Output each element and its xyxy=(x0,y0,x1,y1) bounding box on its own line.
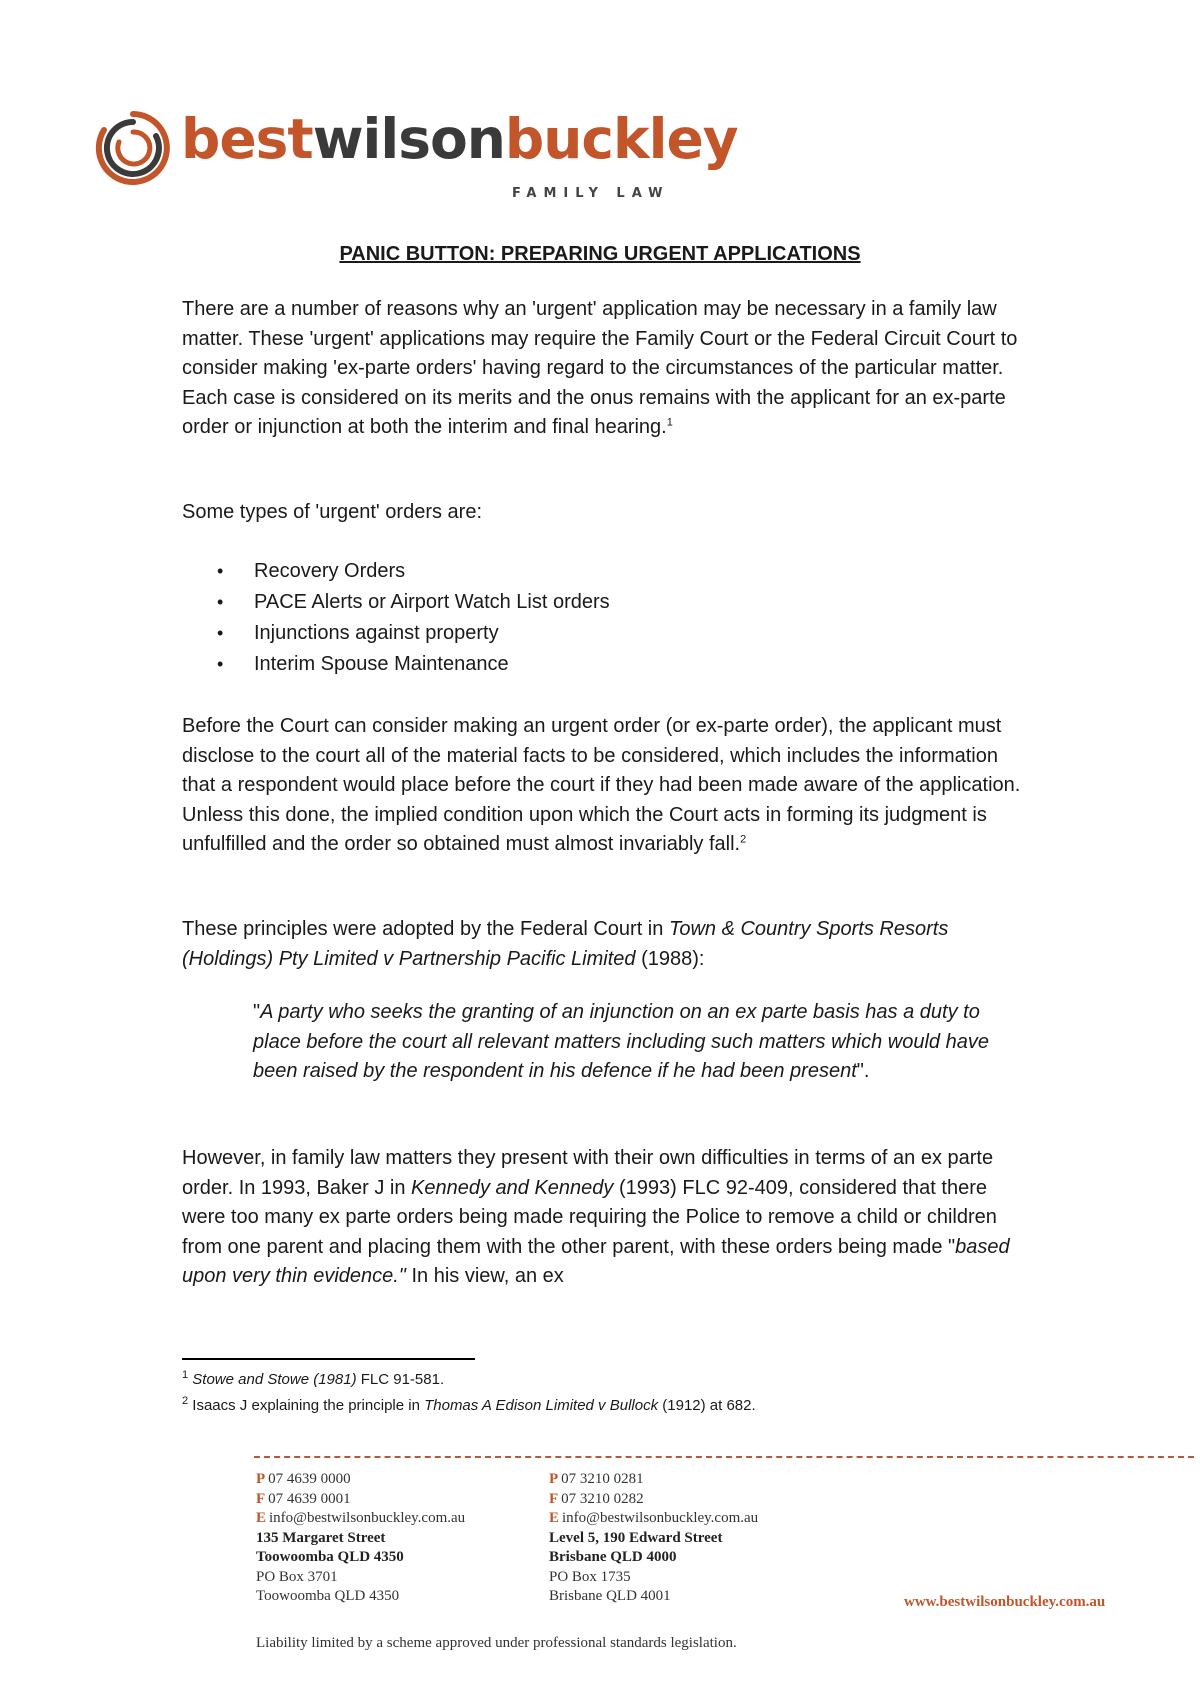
phone: 07 4639 0000 xyxy=(268,1471,351,1487)
footnote-divider xyxy=(182,1358,475,1360)
footnote-2: $^2$ Isaacs J explaining the principle in Thomas A Edison Limited v Bullock (1912) at 682. xyxy=(182,1395,756,1414)
document-title: PANIC BUTTON: PREPARING URGENT APPLICATIONS xyxy=(339,243,861,265)
intro-paragraph: There are a number of reasons why an 'urgent' application may be necessary in a family law matter. These 'urgent' applications may require the Family Court or the Federal Circuit Court to consider making 'ex-parte orders' having regard to the circumstances of the particular matter. Each case is considered on its merits and the onus remains with the applicant for an ex-parte order or injunction at both the interim and final hearing.$^1$ xyxy=(182,298,1018,438)
phone: 07 3210 0281 xyxy=(561,1471,644,1487)
footnote-1: $^1$ Stowe and Stowe (1981) FLC 91-581. xyxy=(182,1369,445,1388)
website-link[interactable]: www.bestwilsonbuckley.com.au xyxy=(904,1594,1106,1610)
company-logo xyxy=(90,107,738,203)
brisbane-office: P 07 3210 0281 F 07 3210 0282 E info@bestwilsonbuckley.com.au Level 5, 190 Edward Street Brisbane QLD 4000 PO Box 1735 Brisbane QLD 4001 xyxy=(549,1471,759,1604)
case-name: Town & Country Sports Resorts (Holdings) Pty Limited v Partnership Pacific Limited xyxy=(182,918,949,970)
list-item: • Interim Spouse Maintenance xyxy=(182,649,610,680)
urgent-orders-list xyxy=(182,556,610,680)
kennedy-paragraph: However, in family law matters they present with their own difficulties in terms of an ex parte order. In 1993, Baker J in Kennedy and Kennedy (1993) FLC 92-409, considered that there were too many ex parte orders being made requiring the Police to remove a child or children from one parent and placing them with the other parent, with these orders being made "based upon very thin evidence." In his view, an ex xyxy=(182,1147,1010,1287)
email-link[interactable]: info@bestwilsonbuckley.com.au xyxy=(562,1510,759,1526)
list-item: • Injunctions against property xyxy=(182,618,610,649)
email-link[interactable]: info@bestwilsonbuckley.com.au xyxy=(269,1510,466,1526)
footer-divider xyxy=(254,1456,1194,1458)
brand-wordmark: bestwilsonbuckley xyxy=(181,107,738,171)
block-quote: "A party who seeks the granting of an injunction on an ex parte basis has a duty to place before the court all relevant matters including such matters which would have been raised by the respondent in his defence if he had been present". xyxy=(253,1001,989,1082)
disclosure-paragraph: Before the Court can consider making an urgent order (or ex-parte order), the applicant must disclose to the court all of the material facts to be considered, which includes the information that a respondent would place before the court if they had been made aware of the application. Unless this done, the implied condition upon which the Court acts in forming its judgment is unfulfilled and the order so obtained must almost invariably fall.$^2$ xyxy=(182,715,1021,855)
footnote-ref-2: 2 xyxy=(740,833,747,846)
footnote-ref-1: 1 xyxy=(666,416,673,429)
list-item: • PACE Alerts or Airport Watch List orders xyxy=(182,587,610,618)
fax: 07 3210 0282 xyxy=(561,1490,644,1507)
orders-intro: Some types of 'urgent' orders are: xyxy=(182,501,483,523)
principles-paragraph: These principles were adopted by the Federal Court in Town & Country Sports Resorts (Holdings) Pty Limited v Partnership Pacific Limited (1988): xyxy=(182,918,949,970)
fax: 07 4639 0001 xyxy=(268,1490,351,1507)
case-name: Kennedy and Kennedy xyxy=(411,1176,614,1199)
list-item: • Recovery Orders xyxy=(182,556,610,587)
swirl-logo-icon xyxy=(90,108,176,188)
toowoomba-office: P 07 4639 0000 F 07 4639 0001 E info@bestwilsonbuckley.com.au 135 Margaret Street Toowoomba QLD 4350 PO Box 3701 Toowoomba QLD 4350 xyxy=(256,1471,466,1604)
liability-notice: Liability limited by a scheme approved under professional standards legislation. xyxy=(256,1635,737,1651)
brand-tagline: FAMILY LAW xyxy=(512,186,670,201)
